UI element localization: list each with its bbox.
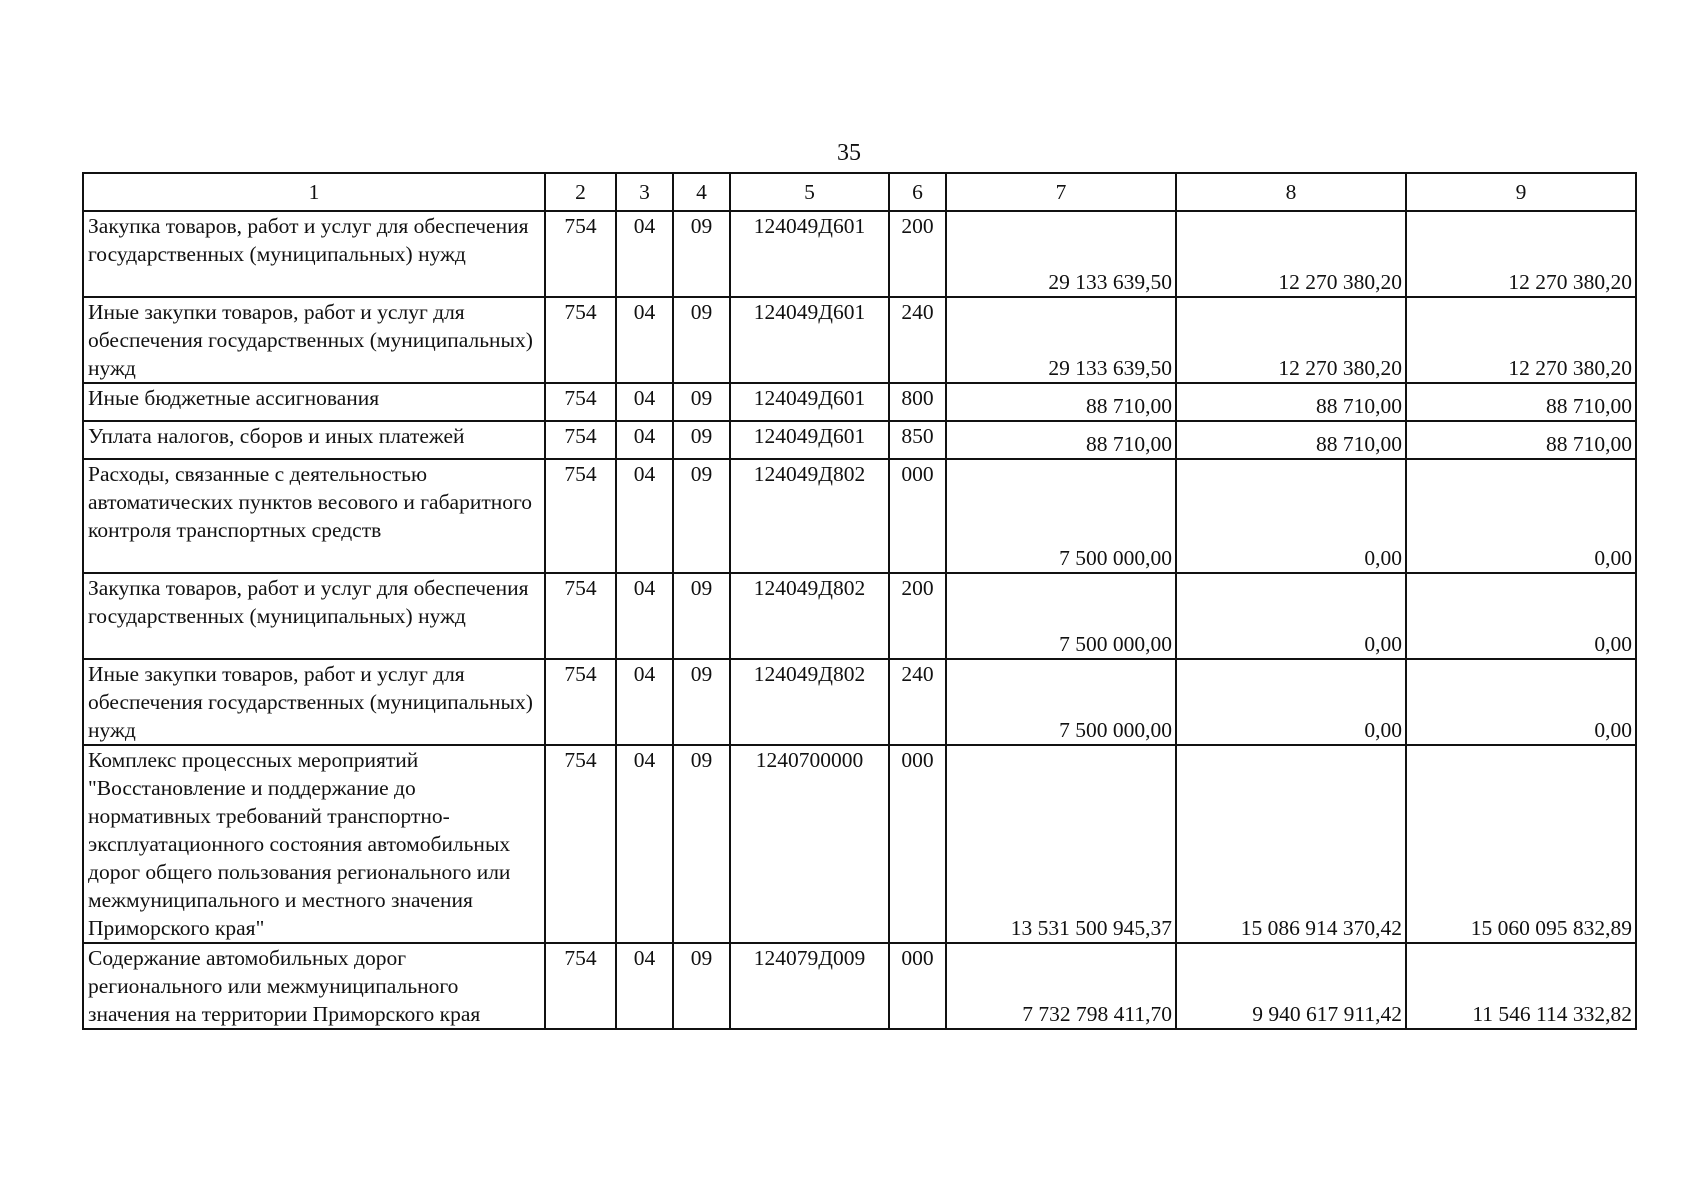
expense-name: Содержание автомобильных дорог регионального или межмуниципального значения на территории Приморского края xyxy=(83,943,545,1029)
target-article-code: 124049Д601 xyxy=(730,421,889,459)
column-header: 9 xyxy=(1406,173,1636,211)
column-header: 3 xyxy=(616,173,673,211)
amount-col7: 7 500 000,00 xyxy=(946,573,1176,659)
amount-col9: 0,00 xyxy=(1406,573,1636,659)
amount-col7: 13 531 500 945,37 xyxy=(946,745,1176,943)
amount-col8: 12 270 380,20 xyxy=(1176,211,1406,297)
ministry-code: 754 xyxy=(545,297,616,383)
column-header: 8 xyxy=(1176,173,1406,211)
amount-col8: 12 270 380,20 xyxy=(1176,297,1406,383)
subsection-code: 09 xyxy=(673,421,730,459)
section-code: 04 xyxy=(616,421,673,459)
target-article-code: 124049Д601 xyxy=(730,211,889,297)
amount-col8: 88 710,00 xyxy=(1176,421,1406,459)
subsection-code: 09 xyxy=(673,297,730,383)
subsection-code: 09 xyxy=(673,573,730,659)
subsection-code: 09 xyxy=(673,459,730,573)
table-row xyxy=(83,297,1636,383)
subsection-code: 09 xyxy=(673,943,730,1029)
section-code: 04 xyxy=(616,745,673,943)
column-header: 7 xyxy=(946,173,1176,211)
subsection-code: 09 xyxy=(673,383,730,421)
ministry-code: 754 xyxy=(545,211,616,297)
budget-table xyxy=(82,172,1637,1030)
amount-col7: 29 133 639,50 xyxy=(946,297,1176,383)
table-row xyxy=(83,745,1636,943)
table-row xyxy=(83,383,1636,421)
target-article-code: 124049Д802 xyxy=(730,659,889,745)
section-code: 04 xyxy=(616,459,673,573)
expense-name: Расходы, связанные с деятельностью автоматических пунктов весового и габаритного контроля транспортных средств xyxy=(83,459,545,573)
page-number: 35 xyxy=(837,140,861,166)
table-row xyxy=(83,573,1636,659)
expense-name: Закупка товаров, работ и услуг для обеспечения государственных (муниципальных) нужд xyxy=(83,573,545,659)
amount-col8: 0,00 xyxy=(1176,573,1406,659)
expense-type-code: 000 xyxy=(889,745,946,943)
amount-col8: 88 710,00 xyxy=(1176,383,1406,421)
amount-col9: 12 270 380,20 xyxy=(1406,211,1636,297)
ministry-code: 754 xyxy=(545,459,616,573)
column-header: 2 xyxy=(545,173,616,211)
ministry-code: 754 xyxy=(545,659,616,745)
section-code: 04 xyxy=(616,943,673,1029)
expense-type-code: 800 xyxy=(889,383,946,421)
target-article-code: 124079Д009 xyxy=(730,943,889,1029)
amount-col9: 88 710,00 xyxy=(1406,383,1636,421)
expense-name: Уплата налогов, сборов и иных платежей xyxy=(83,421,545,459)
expense-type-code: 000 xyxy=(889,459,946,573)
amount-col9: 88 710,00 xyxy=(1406,421,1636,459)
target-article-code: 124049Д601 xyxy=(730,297,889,383)
expense-name: Иные закупки товаров, работ и услуг для обеспечения государственных (муниципальных) нужд xyxy=(83,659,545,745)
expense-name: Иные закупки товаров, работ и услуг для обеспечения государственных (муниципальных) нужд xyxy=(83,297,545,383)
amount-col9: 12 270 380,20 xyxy=(1406,297,1636,383)
expense-name: Закупка товаров, работ и услуг для обеспечения государственных (муниципальных) нужд xyxy=(83,211,545,297)
table-row xyxy=(83,421,1636,459)
expense-type-code: 000 xyxy=(889,943,946,1029)
target-article-code: 124049Д601 xyxy=(730,383,889,421)
table-row xyxy=(83,659,1636,745)
section-code: 04 xyxy=(616,211,673,297)
table-row xyxy=(83,459,1636,573)
amount-col9: 15 060 095 832,89 xyxy=(1406,745,1636,943)
expense-type-code: 200 xyxy=(889,573,946,659)
amount-col8: 0,00 xyxy=(1176,459,1406,573)
amount-col7: 29 133 639,50 xyxy=(946,211,1176,297)
amount-col8: 15 086 914 370,42 xyxy=(1176,745,1406,943)
expense-type-code: 850 xyxy=(889,421,946,459)
table-row xyxy=(83,211,1636,297)
subsection-code: 09 xyxy=(673,745,730,943)
column-header: 5 xyxy=(730,173,889,211)
ministry-code: 754 xyxy=(545,745,616,943)
ministry-code: 754 xyxy=(545,943,616,1029)
section-code: 04 xyxy=(616,297,673,383)
expense-type-code: 240 xyxy=(889,659,946,745)
target-article-code: 124049Д802 xyxy=(730,459,889,573)
ministry-code: 754 xyxy=(545,383,616,421)
amount-col7: 7 500 000,00 xyxy=(946,459,1176,573)
column-header: 1 xyxy=(83,173,545,211)
expense-type-code: 240 xyxy=(889,297,946,383)
section-code: 04 xyxy=(616,659,673,745)
amount-col8: 0,00 xyxy=(1176,659,1406,745)
amount-col7: 7 732 798 411,70 xyxy=(946,943,1176,1029)
amount-col8: 9 940 617 911,42 xyxy=(1176,943,1406,1029)
amount-col9: 11 546 114 332,82 xyxy=(1406,943,1636,1029)
amount-col7: 88 710,00 xyxy=(946,421,1176,459)
ministry-code: 754 xyxy=(545,421,616,459)
subsection-code: 09 xyxy=(673,211,730,297)
expense-name: Иные бюджетные ассигнования xyxy=(83,383,545,421)
column-number-row xyxy=(83,173,1636,211)
table-row xyxy=(83,943,1636,1029)
ministry-code: 754 xyxy=(545,573,616,659)
amount-col7: 7 500 000,00 xyxy=(946,659,1176,745)
amount-col9: 0,00 xyxy=(1406,459,1636,573)
subsection-code: 09 xyxy=(673,659,730,745)
amount-col9: 0,00 xyxy=(1406,659,1636,745)
target-article-code: 124049Д802 xyxy=(730,573,889,659)
column-header: 6 xyxy=(889,173,946,211)
column-header: 4 xyxy=(673,173,730,211)
section-code: 04 xyxy=(616,573,673,659)
amount-col7: 88 710,00 xyxy=(946,383,1176,421)
section-code: 04 xyxy=(616,383,673,421)
expense-type-code: 200 xyxy=(889,211,946,297)
target-article-code: 1240700000 xyxy=(730,745,889,943)
expense-name: Комплекс процессных мероприятий "Восстановление и поддержание до нормативных требований транспортно-эксплуатационного состояния автомобильных дорог общего пользования регионального или межмуниципального и местного значения Приморского края" xyxy=(83,745,545,943)
